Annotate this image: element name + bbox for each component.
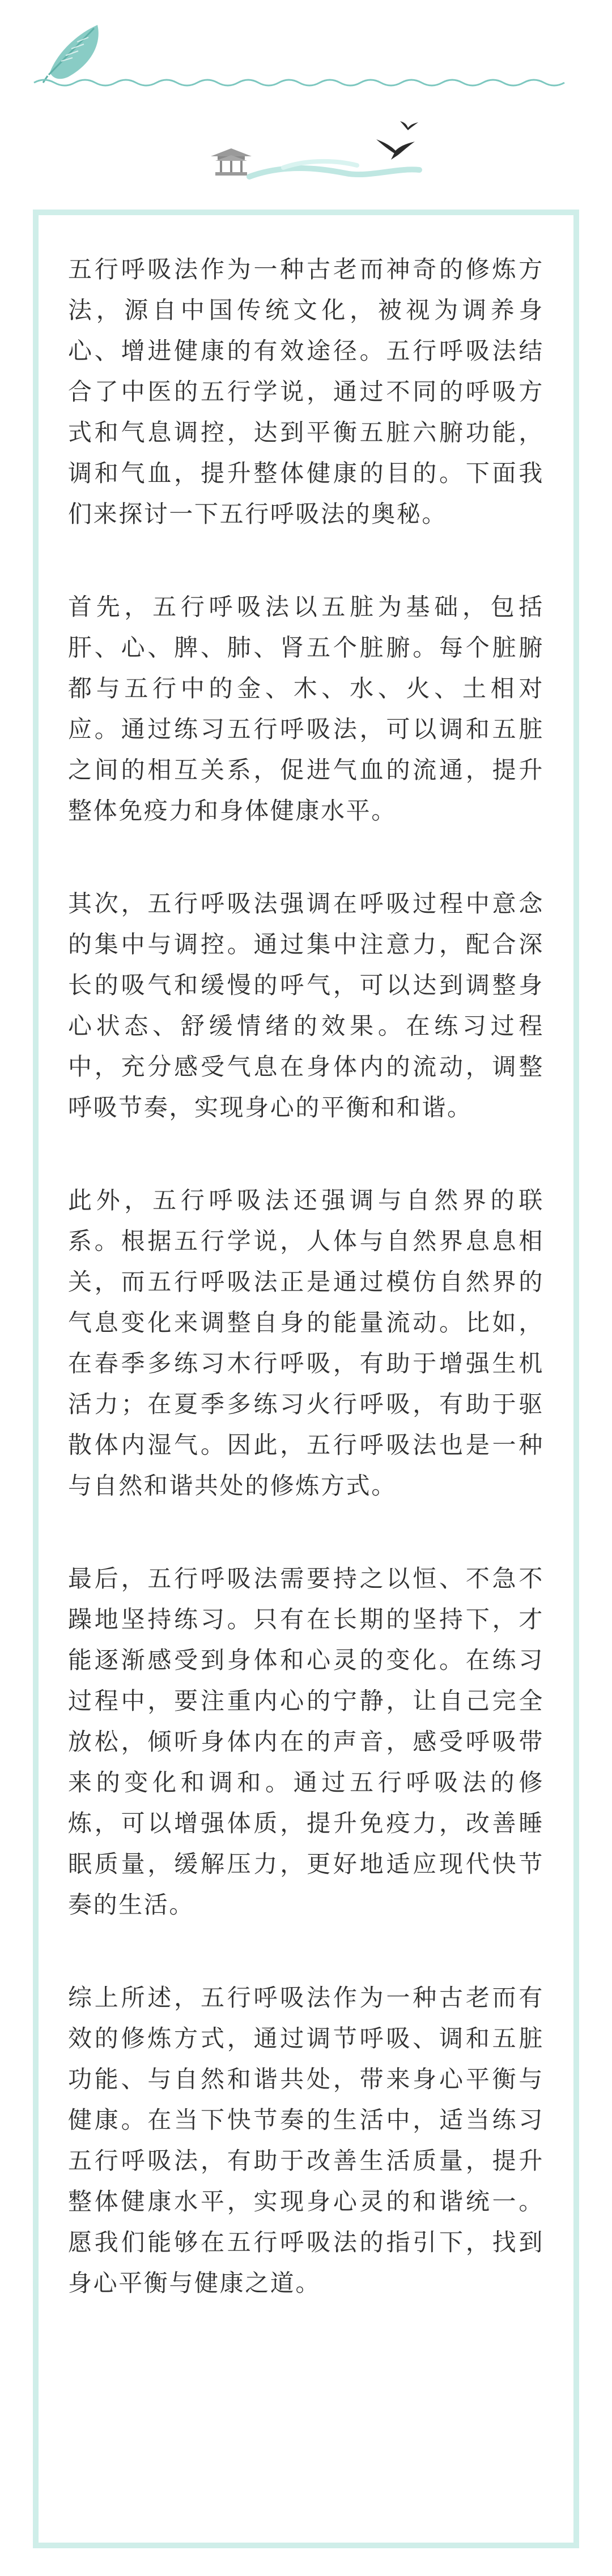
paragraph-summary: 综上所述，五行呼吸法作为一种古老而有效的修炼方式，通过调节呼吸、调和五脏功能、与自然和谐共处，带来身心平衡与健康。在当下快节奏的生活中，适当练习五行呼吸法，有助于改善生活质量，提升整体健康水平，实现身心灵的和谐统一。愿我们能够在五行呼吸法的指引下，找到身心平衡与健康之道。 [68, 1984, 544, 2297]
paragraph-first: 首先，五行呼吸法以五脏为基础，包括肝、心、脾、肺、肾五个脏腑。每个脏腑都与五行中的金、木、水、火、土相对应。通过练习五行呼吸法，可以调和五脏之间的相互关系，促进气血的流通，提升整体免疫力和身体健康水平。 [68, 593, 544, 825]
paragraph-third: 此外，五行呼吸法还强调与自然界的联系。根据五行学说，人体与自然界息息相关，而五行呼吸法正是通过模仿自然界的气息变化来调整自身的能量流动。比如，在春季多练习木行呼吸，有助于增强生机活力；在夏季多练习火行呼吸，有助于驱散体内湿气。因此，五行呼吸法也是一种与自然和谐共处的修炼方式。 [68, 1186, 544, 1500]
wavy-line [34, 80, 564, 86]
paragraph-last: 最后，五行呼吸法需要持之以恒、不急不躁地坚持练习。只有在长期的坚持下，才能逐渐感受到身体和心灵的变化。在练习过程中，要注重内心的宁静，让自己完全放松，倾听身体内在的声音，感受呼吸带来的变化和调和。通过五行呼吸法的修炼，可以增强体质，提升免疫力，改善睡眠质量，缓解压力，更好地适应现代快节奏的生活。 [68, 1565, 544, 1919]
header-decoration [0, 0, 612, 198]
article-frame [33, 210, 579, 2548]
article-body [68, 249, 544, 2356]
swallow-icon [376, 139, 415, 160]
feather-icon [43, 25, 99, 83]
paragraph-second: 其次，五行呼吸法强调在呼吸过程中意念的集中与调控。通过集中注意力，配合深长的吸气和缓慢的呼气，可以达到调整身心状态、舒缓情绪的效果。在练习过程中，充分感受气息在身体内的流动，调整呼吸节奏，实现身心的平衡和和谐。 [68, 890, 544, 1121]
header-art [0, 0, 612, 198]
paragraph-intro: 五行呼吸法作为一种古老而神奇的修炼方法，源自中国传统文化，被视为调养身心、增进健康的有效途径。五行呼吸法结合了中医的五行学说，通过不同的呼吸方式和气息调控，达到平衡五脏六腑功能，调和气血，提升整体健康的目的。下面我们来探讨一下五行呼吸法的奥秘。 [68, 255, 544, 528]
pavilion-icon [211, 148, 252, 176]
